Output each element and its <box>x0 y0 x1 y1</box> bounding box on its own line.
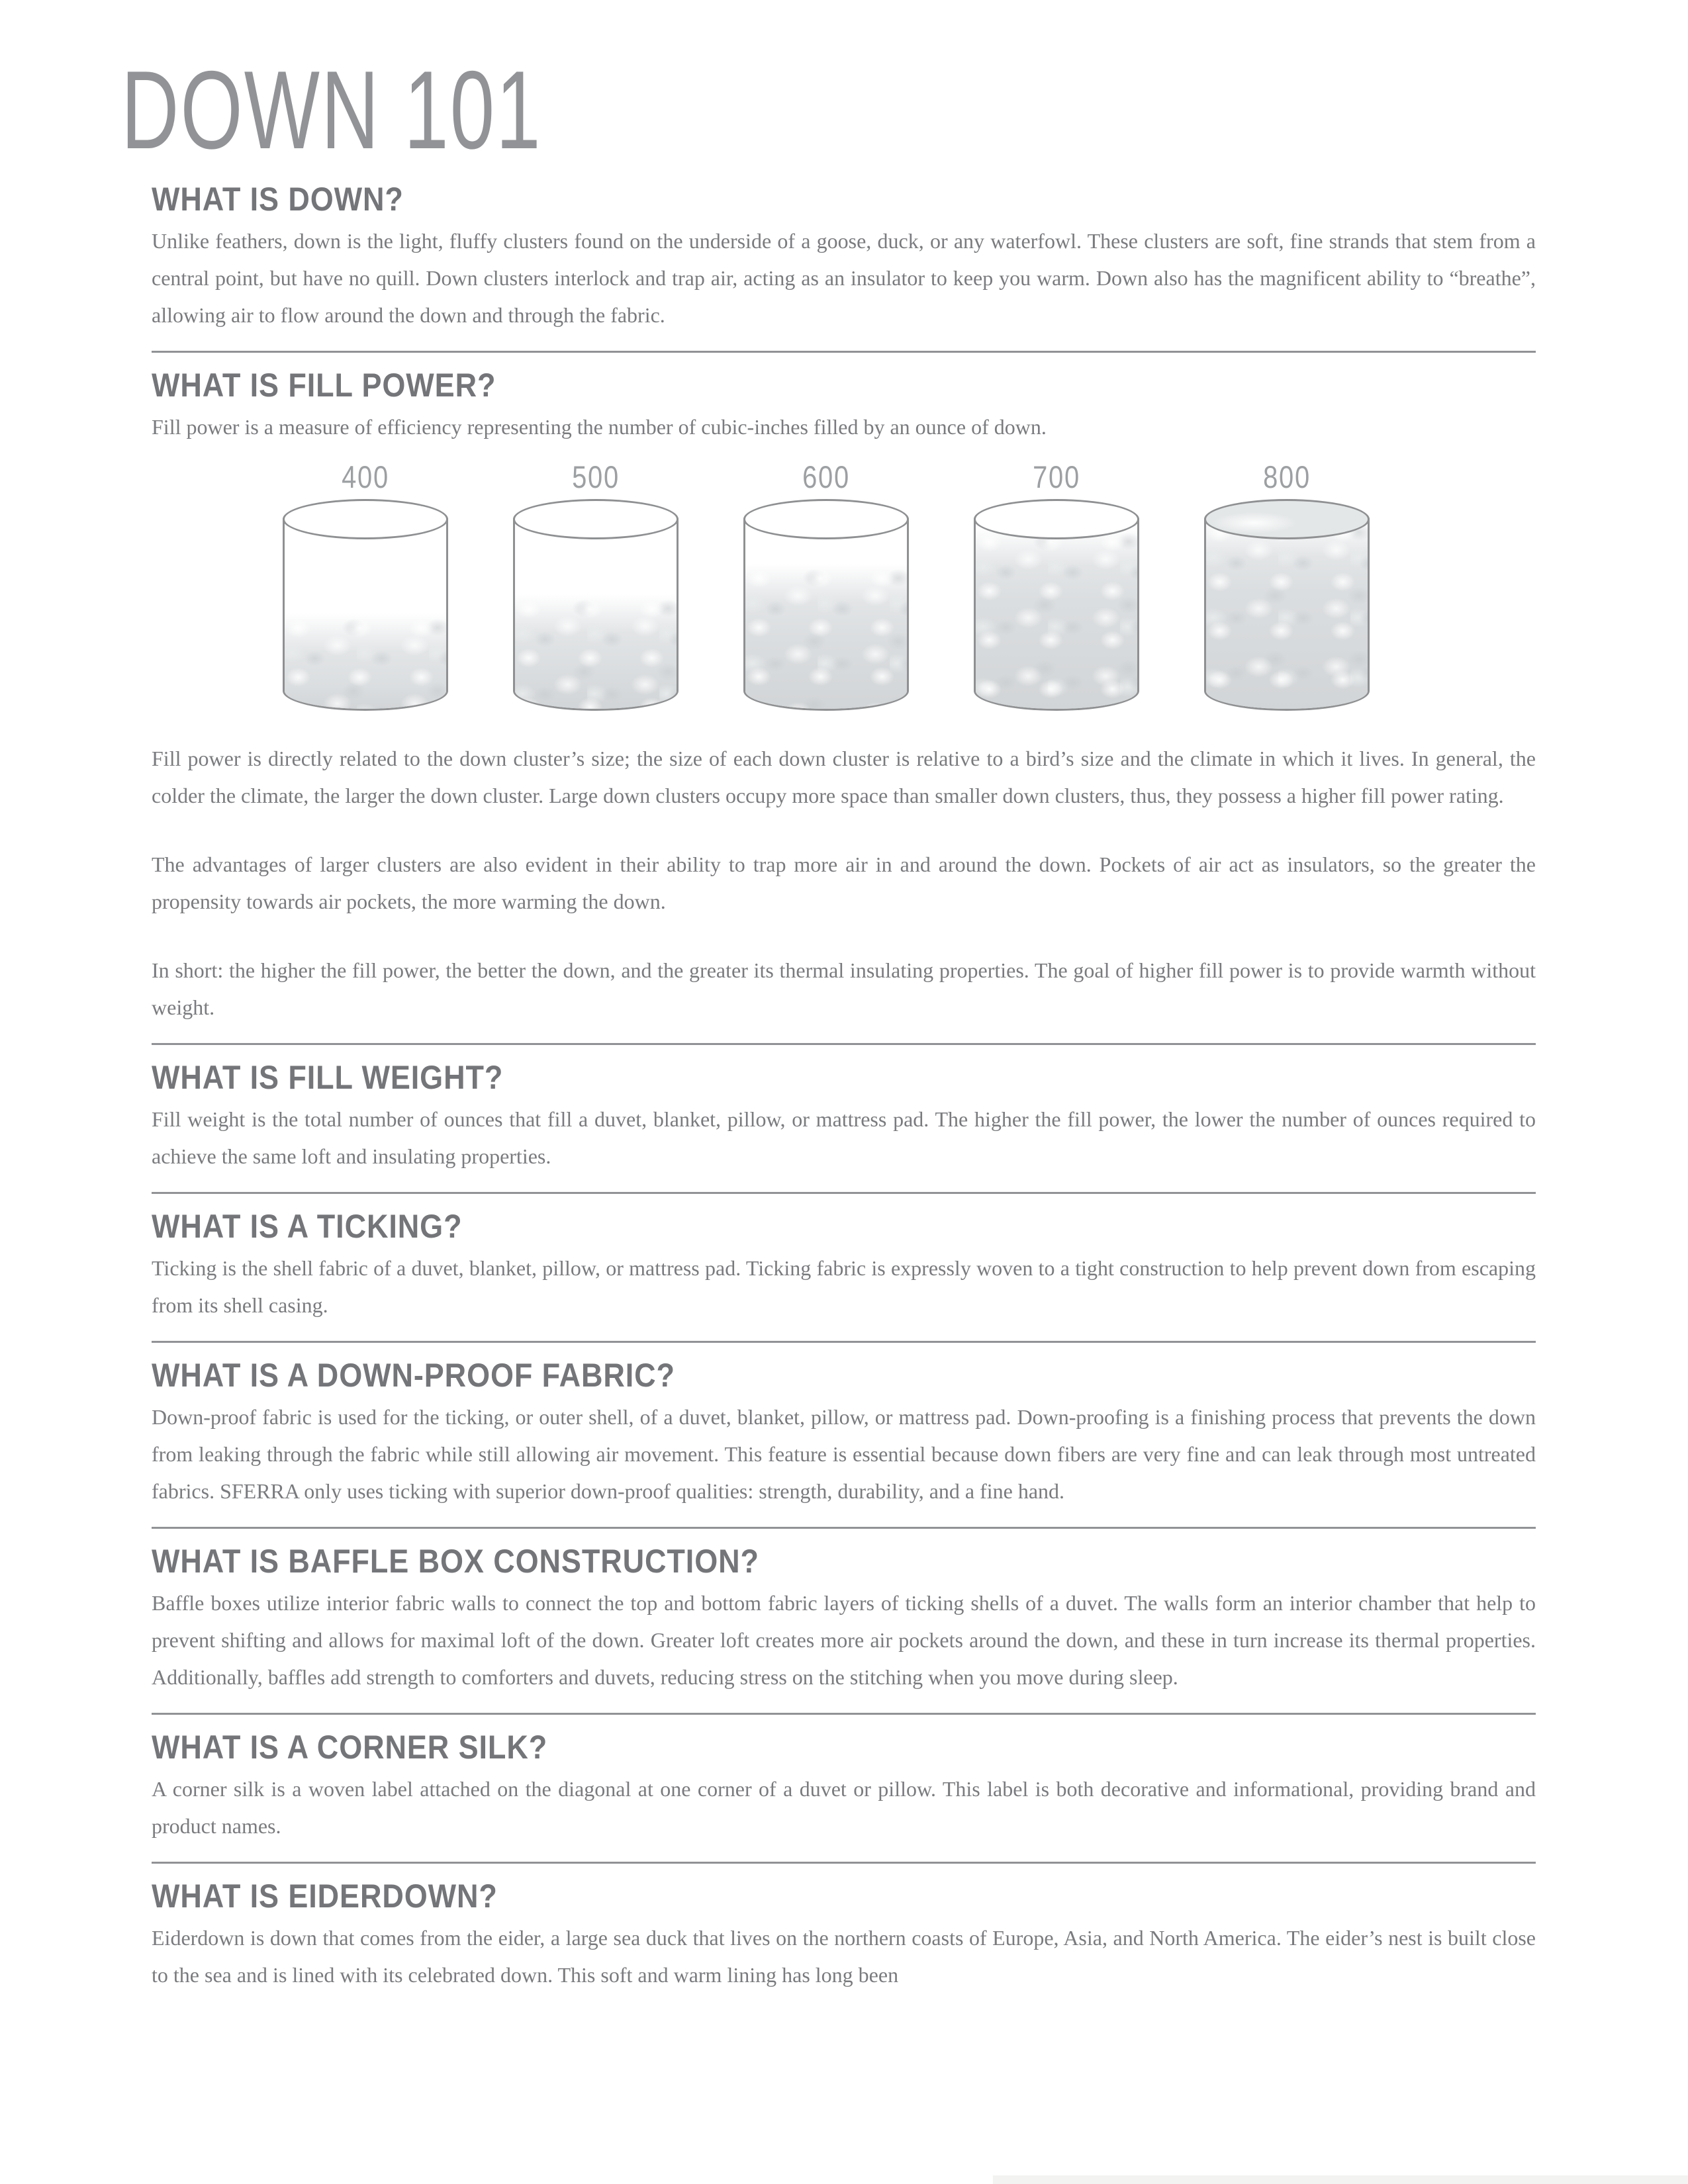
cylinder-icon <box>974 499 1139 711</box>
section-heading: WHAT IS A CORNER SILK? <box>152 1729 548 1766</box>
cylinder-icon <box>283 499 448 711</box>
fill-power-cylinder-500 <box>513 461 679 711</box>
fill-power-cylinder-700 <box>974 461 1139 711</box>
section-paragraph: A corner silk is a woven label attached on the diagonal at one corner of a duvet or pillow. This label is both decorative and informational, providing brand and product names. <box>152 1777 1536 1838</box>
section-divider <box>152 1341 1536 1343</box>
cylinder-body <box>743 518 909 711</box>
down-fill <box>745 564 907 709</box>
page-title: DOWN 101 <box>121 48 542 172</box>
section-paragraph: Fill power is directly related to the down cluster’s size; the size of each down cluster is relative to a bird’s size and the climate in which it lives. In general, the colder the climate, the larger the down cluster. Large down clusters occupy more space than smaller down clusters, thus, they possess a higher fill power rating. <box>152 747 1536 807</box>
section-heading: WHAT IS FILL POWER? <box>152 367 496 404</box>
down-fill <box>1206 518 1368 709</box>
down-fill <box>285 614 446 709</box>
cylinder-icon <box>513 499 679 711</box>
section-heading: WHAT IS A TICKING? <box>152 1208 463 1245</box>
section-heading: WHAT IS EIDERDOWN? <box>152 1878 498 1915</box>
section-what-is-baffle-box-construction <box>152 1545 1536 1696</box>
cylinder-body <box>974 518 1139 711</box>
section-divider <box>152 1527 1536 1529</box>
cylinder-rim <box>513 499 679 539</box>
section-what-is-a-ticking <box>152 1210 1536 1324</box>
cylinder-rim <box>1204 499 1370 539</box>
section-divider <box>152 1862 1536 1864</box>
cylinder-icon <box>1204 499 1370 711</box>
down-fill <box>976 527 1137 709</box>
section-what-is-down <box>152 183 1536 334</box>
fill-power-label: 800 <box>1263 459 1311 494</box>
section-paragraph: Eiderdown is down that comes from the eider, a large sea duck that lives on the northern coasts of Europe, Asia, and North America. The eider’s nest is built close to the sea and is lined with its celebrated down. This soft and warm lining has long been <box>152 1926 1536 1987</box>
section-heading: WHAT IS FILL WEIGHT? <box>152 1059 504 1096</box>
section-paragraph: Fill weight is the total number of ounces that fill a duvet, blanket, pillow, or mattress pad. The higher the fill power, the lower the number of ounces required to achieve the same loft and insulating properties. <box>152 1107 1536 1168</box>
section-what-is-fill-power <box>152 369 1536 1026</box>
section-heading: WHAT IS BAFFLE BOX CONSTRUCTION? <box>152 1543 759 1580</box>
fill-power-cylinder-800 <box>1204 461 1370 711</box>
section-paragraph: Ticking is the shell fabric of a duvet, blanket, pillow, or mattress pad. Ticking fabric is expressly woven to a tight construction to help prevent down from escaping from its shell casing. <box>152 1256 1536 1317</box>
section-what-is-eiderdown <box>152 1880 1536 1993</box>
section-paragraph: Fill power is a measure of efficiency representing the number of cubic-inches filled by an ounce of down. <box>152 415 1047 439</box>
cylinder-rim <box>974 499 1139 539</box>
section-paragraph: The advantages of larger clusters are also evident in their ability to trap more air in and around the down. Pockets of air act as insulators, so the greater the propensity towards air pockets, the more warming the down. <box>152 852 1536 913</box>
cylinder-body <box>1204 518 1370 711</box>
page-content <box>121 0 1536 1993</box>
cylinder-rim <box>743 499 909 539</box>
section-paragraph: Baffle boxes utilize interior fabric walls to connect the top and bottom fabric layers of ticking shells of a duvet. The walls form an interior chamber that help to prevent shifting and allows for maximal loft of the down. Greater loft creates more air pockets around the down, and these in turn increase its thermal properties. Additionally, baffles add strength to comforters and duvets, reducing stress on the stitching when you move during sleep. <box>152 1591 1536 1689</box>
section-divider <box>152 1713 1536 1715</box>
fill-power-cylinder-400 <box>283 461 448 711</box>
section-paragraph: In short: the higher the fill power, the better the down, and the greater its thermal insulating properties. The goal of higher fill power is to provide warmth without weight. <box>152 958 1536 1019</box>
section-divider <box>152 1043 1536 1045</box>
section-heading: WHAT IS A DOWN-PROOF FABRIC? <box>152 1357 675 1394</box>
section-what-is-fill-weight <box>152 1061 1536 1175</box>
fill-power-label: 400 <box>342 459 389 494</box>
cylinder-rim <box>283 499 448 539</box>
section-paragraph: Unlike feathers, down is the light, fluffy clusters found on the underside of a goose, duck, or any waterfowl. These clusters are soft, fine strands that stem from a central point, but have no quill. Down clusters interlock and trap air, acting as an insulator to keep you warm. Down also has the magnificent ability to “breathe”, allowing air to flow around the down and through the fabric. <box>152 229 1536 327</box>
section-what-is-a-corner-silk <box>152 1731 1536 1844</box>
cylinder-body <box>283 518 448 711</box>
down-fill <box>515 594 677 709</box>
cylinder-icon <box>743 499 909 711</box>
section-divider <box>152 1192 1536 1194</box>
fill-power-label: 500 <box>572 459 620 494</box>
section-divider <box>152 351 1536 353</box>
section-heading: WHAT IS DOWN? <box>152 181 404 218</box>
cylinder-body <box>513 518 679 711</box>
fill-power-label: 700 <box>1033 459 1080 494</box>
fill-power-diagram <box>152 461 1536 711</box>
section-paragraph: Down-proof fabric is used for the ticking, or outer shell, of a duvet, blanket, pillow, or mattress pad. Down-proofing is a finishing process that prevents the down from leaking through the fabric while still allowing air movement. This feature is essential because down fibers are very fine and can leak through most untreated fabrics. SFERRA only uses ticking with superior down-proof qualities: strength, durability, and a fine hand. <box>152 1405 1536 1503</box>
fill-power-cylinder-600 <box>743 461 909 711</box>
fill-power-label: 600 <box>802 459 850 494</box>
cutoff-image-edge <box>993 2175 1688 2184</box>
section-what-is-a-down-proof-fabric <box>152 1359 1536 1510</box>
